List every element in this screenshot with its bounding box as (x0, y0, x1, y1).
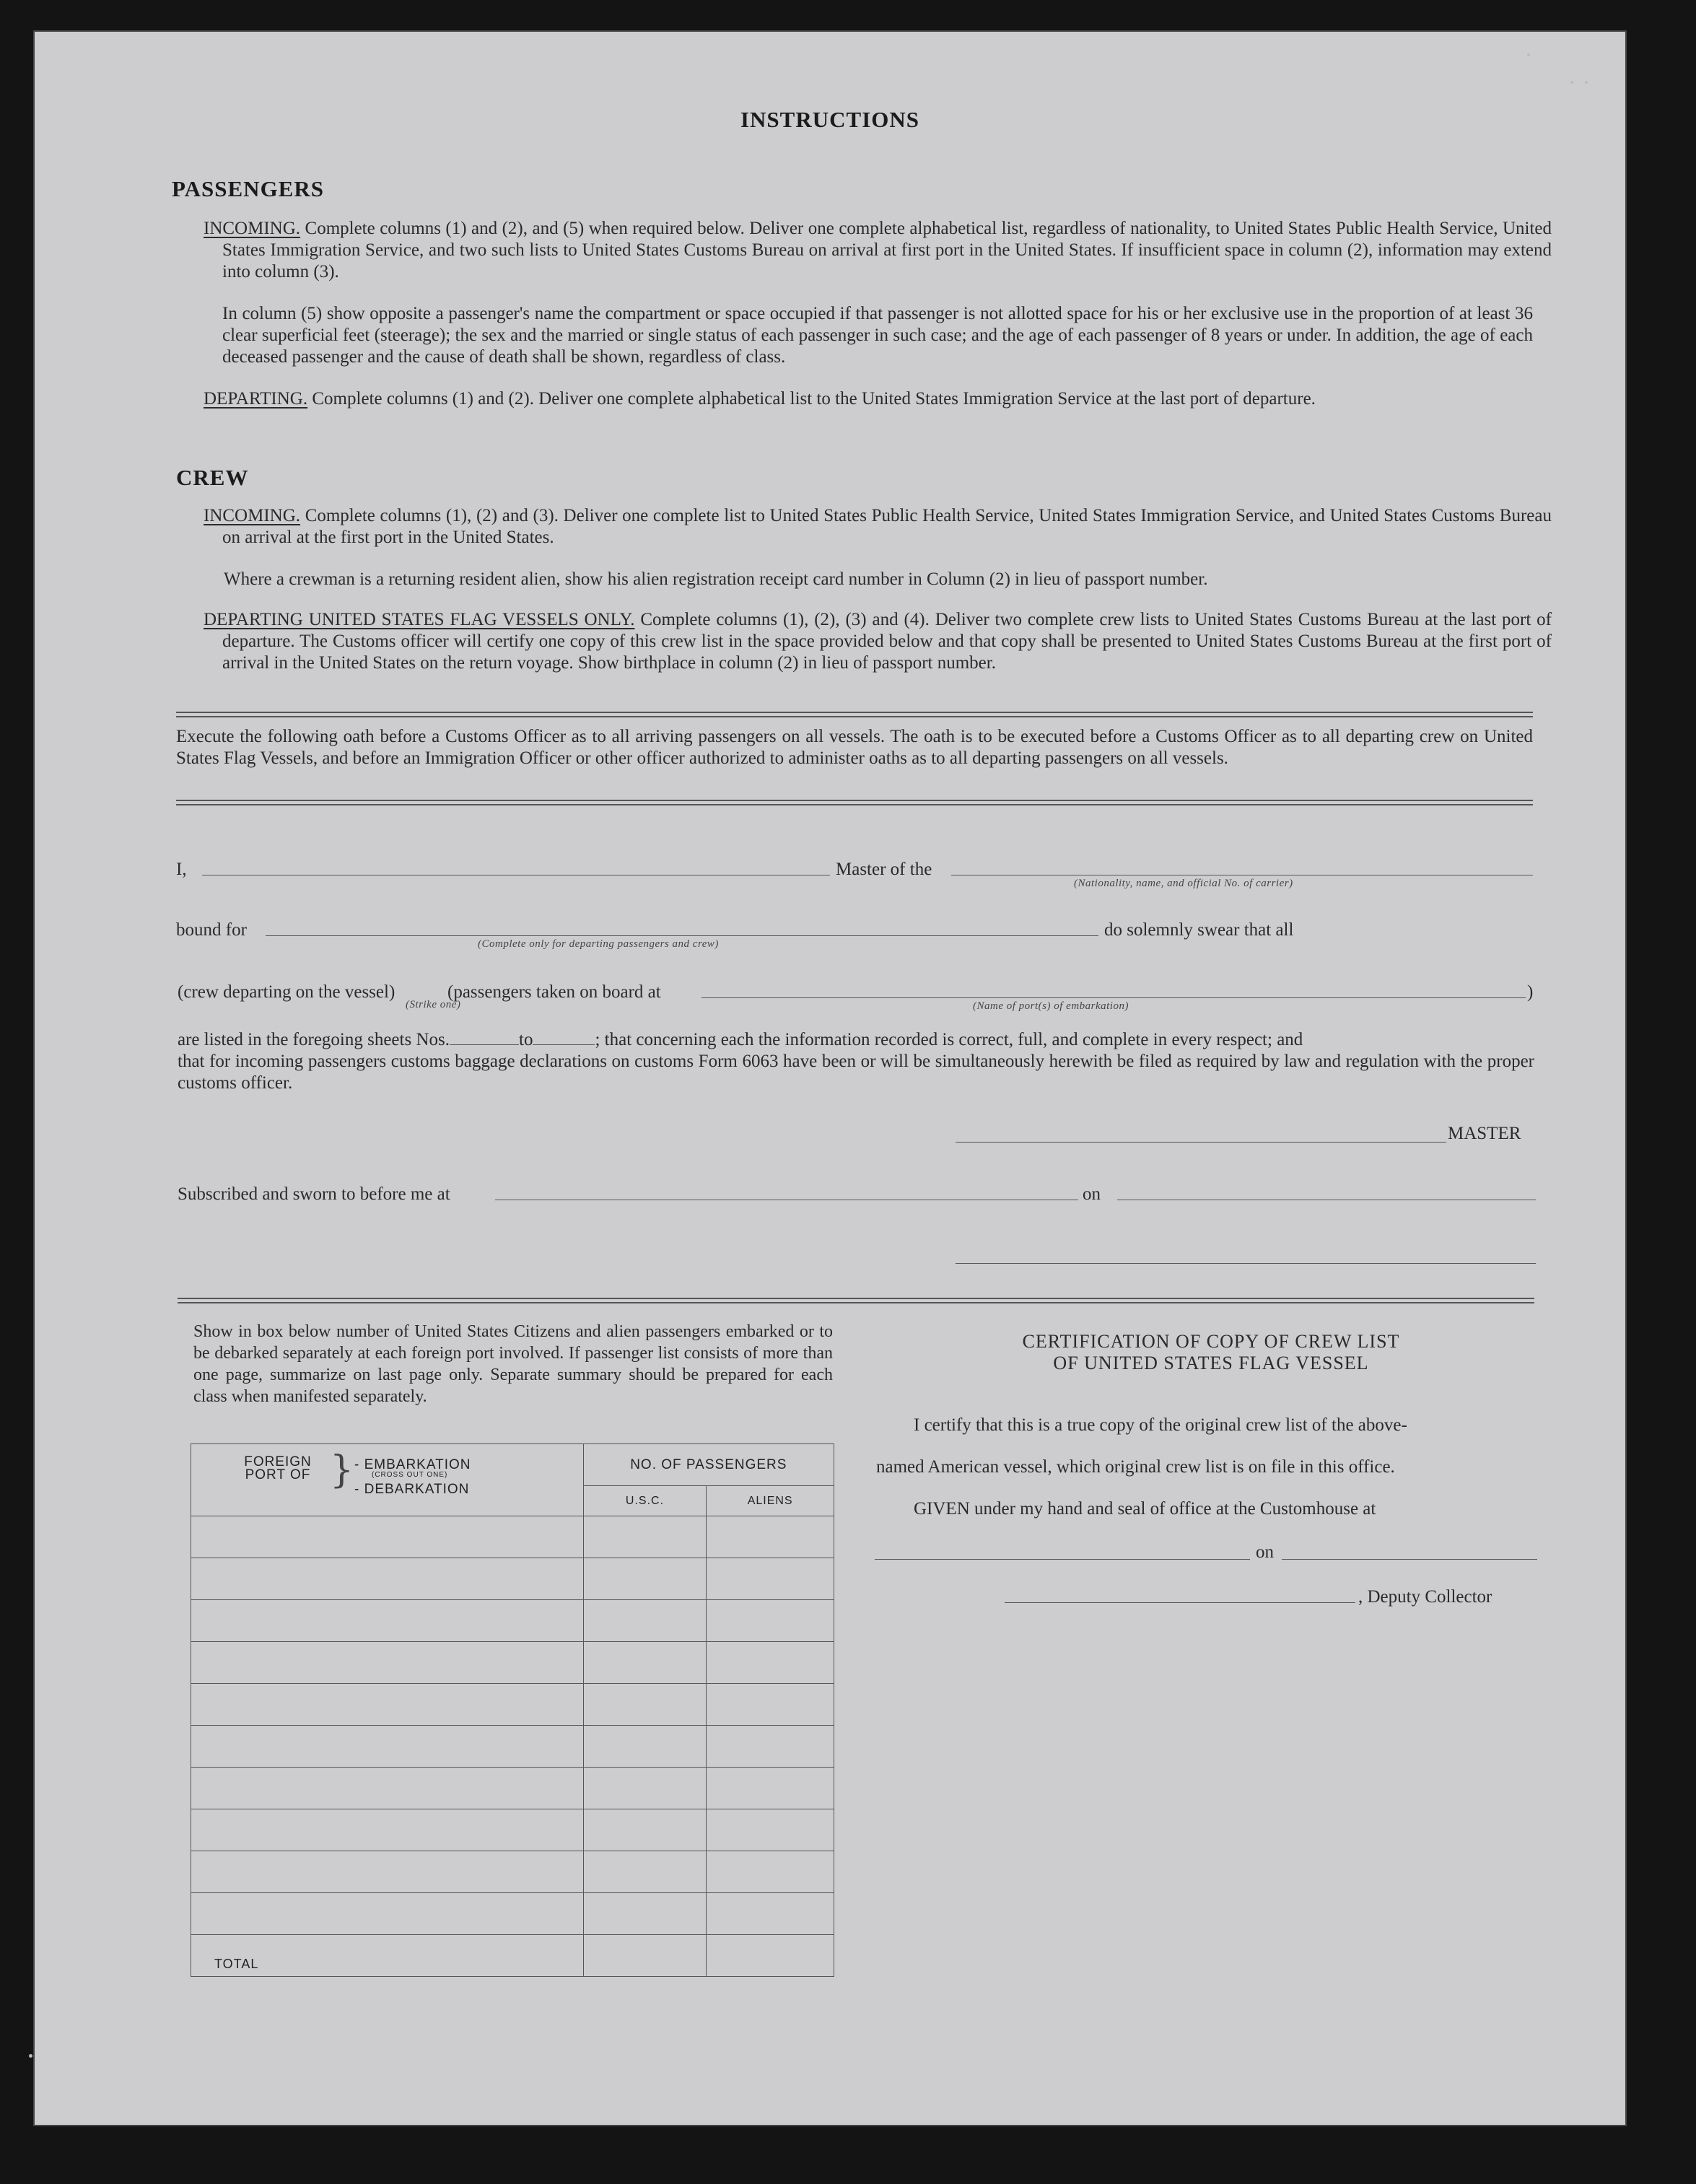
table-row (191, 1768, 834, 1809)
table-row (191, 1684, 834, 1726)
bound-for-label: bound for (176, 920, 247, 940)
aliens-cell[interactable] (707, 1809, 834, 1851)
aliens-cell[interactable] (707, 1768, 834, 1809)
page-title: INSTRUCTIONS (740, 107, 919, 132)
passengers-taken-option[interactable]: (passengers taken on board at (447, 982, 661, 1002)
passengers-incoming-paragraph (204, 218, 1552, 283)
table-row (191, 1642, 834, 1684)
usc-cell[interactable] (583, 1893, 707, 1935)
scan-speck (29, 2054, 32, 2058)
aliens-cell[interactable] (707, 1516, 834, 1558)
usc-cell[interactable] (583, 1726, 707, 1768)
usc-cell[interactable] (583, 1851, 707, 1893)
port-cell[interactable] (191, 1851, 584, 1893)
usc-cell[interactable] (583, 1768, 707, 1809)
listed-to: to (519, 1030, 533, 1049)
divider (176, 712, 1533, 717)
bound-for-field[interactable] (266, 935, 1098, 936)
aliens-cell[interactable] (707, 1600, 834, 1642)
on-label: on (1083, 1184, 1101, 1204)
aliens-header: ALIENS (707, 1486, 834, 1516)
brace-glyph: } (330, 1449, 354, 1492)
master-of-the-label: Master of the (836, 860, 932, 879)
table-row (191, 1516, 834, 1558)
summary-instruction: Show in box below number of United States Citizens and alien passengers embarked or to be debarked separately at each foreign port involved. If passenger list consists of more than one page, summarize on last page only. Separate summary should be prepared for each class when manifested separately. (193, 1322, 833, 1406)
crew-resident-paragraph: Where a crewman is a returning resident alien, show his alien registration receipt card number in Column (2) in lieu of passport number. (224, 569, 1208, 589)
aliens-total-cell[interactable] (707, 1935, 834, 1977)
crew-heading: CREW (176, 465, 249, 490)
aliens-cell[interactable] (707, 1893, 834, 1935)
listed-post: ; that concerning each the information recorded is correct, full, and complete in every respect; and (595, 1030, 1303, 1049)
divider (176, 800, 1533, 805)
port-cell[interactable] (191, 1809, 584, 1851)
no-passengers-header: NO. OF PASSENGERS (583, 1444, 834, 1486)
aliens-cell[interactable] (707, 1558, 834, 1600)
usc-cell[interactable] (583, 1684, 707, 1726)
divider (178, 1298, 1534, 1303)
aliens-cell[interactable] (707, 1642, 834, 1684)
certification-line3: GIVEN under my hand and seal of office at the Customhouse at (914, 1499, 1376, 1519)
crew-departing-lead: DEPARTING UNITED STATES FLAG VESSELS ONLY. (204, 610, 635, 629)
listed-pre: are listed in the foregoing sheets Nos. (178, 1030, 450, 1049)
crew-incoming-text: Complete columns (1), (2) and (3). Deliver one complete list to United States Public Health Service, United States Immigration Service, and United States Customs Bureau on arrival at the first port in the United States. (222, 506, 1552, 547)
certification-title-line1: CERTIFICATION OF COPY OF CREW LIST (1022, 1331, 1400, 1352)
usc-cell[interactable] (583, 1558, 707, 1600)
listed-line (178, 1029, 1303, 1051)
deputy-collector-label: , Deputy Collector (1358, 1587, 1492, 1607)
strike-one-caption: (Strike one) (406, 999, 461, 1010)
passengers-departing-paragraph (204, 388, 1552, 410)
scan-speck (1585, 81, 1588, 84)
embarkation-ports-field[interactable] (701, 997, 1526, 998)
total-row (191, 1935, 834, 1977)
usc-total-cell[interactable] (583, 1935, 707, 1977)
port-header (191, 1444, 584, 1516)
form-page (35, 32, 1625, 2125)
close-paren: ) (1527, 982, 1534, 1002)
crew-departing-option[interactable]: (crew departing on the vessel) (178, 982, 395, 1002)
aliens-cell[interactable] (707, 1684, 834, 1726)
port-cell[interactable] (191, 1642, 584, 1684)
usc-cell[interactable] (583, 1809, 707, 1851)
crew-incoming-paragraph (204, 505, 1552, 549)
customhouse-field[interactable] (875, 1559, 1250, 1560)
listed-rest: that for incoming passengers customs baggage declarations on customs Form 6063 have been or will be simultaneously herewith be filed as required by law and regulation with the proper customs officer. (178, 1052, 1534, 1093)
certification-on-label: on (1256, 1542, 1274, 1562)
scan-speck (1570, 81, 1573, 84)
total-label: TOTAL (191, 1935, 584, 1977)
passengers-column5-paragraph: In column (5) show opposite a passenger's name the compartment or space occupied if that passenger is not allotted space for his or her exclusive use in the proportion of at least 36 clear superficial feet (steerage); the sex and the married or single status of each passenger in such case; and the age of each passenger of 8 years or under. In addition, the age of each deceased passenger and the cause of death shall be shown, regardless of class. (222, 304, 1533, 367)
crew-departing-paragraph (204, 609, 1552, 674)
usc-cell[interactable] (583, 1600, 707, 1642)
carrier-caption: (Nationality, name, and official No. of carrier) (1074, 878, 1293, 889)
crew-incoming-lead: INCOMING. (204, 506, 301, 525)
passenger-summary-table (191, 1443, 834, 1977)
table-row (191, 1558, 834, 1600)
passengers-departing-lead: DEPARTING. (204, 389, 308, 409)
scan-speck (1527, 53, 1530, 56)
embarkation-label: - EMBARKATION (354, 1457, 471, 1472)
bound-for-caption: (Complete only for departing passengers and crew) (478, 938, 719, 950)
foreign-port-of-label: FOREIGN PORT OF (244, 1454, 312, 1482)
table-row (191, 1726, 834, 1768)
passengers-incoming-lead: INCOMING. (204, 219, 301, 238)
passengers-heading: PASSENGERS (172, 176, 324, 201)
crew-departing-text: Complete columns (1), (2), (3) and (4). Deliver two complete crew lists to United States Customs Bureau at the last port of departure. The Customs officer will certify one copy of this crew list in the space provided below and that copy shall be presented to United States Customs Bureau at the first port of arrival in the United States on the return voyage. Show birthplace in column (2) in lieu of passport number. (222, 610, 1552, 673)
deputy-signature-field[interactable] (1005, 1602, 1355, 1603)
passengers-incoming-text: Complete columns (1) and (2), and (5) when required below. Deliver one complete alphabetical list, regardless of nationality, to United States Public Health Service, United States Immigration Service, and two such lists to United States Customs Bureau on arrival at first port in the United States. If insufficient space in column (2), information may extend into column (3). (222, 219, 1552, 281)
sheet-from-field[interactable] (450, 1044, 519, 1045)
aliens-cell[interactable] (707, 1851, 834, 1893)
passengers-departing-text: Complete columns (1) and (2). Deliver one complete alphabetical list to the United States Immigration Service at the last port of departure. (312, 389, 1316, 409)
usc-cell[interactable] (583, 1642, 707, 1684)
embarkation-ports-caption: (Name of port(s) of embarkation) (973, 1000, 1129, 1012)
port-cell[interactable] (191, 1516, 584, 1558)
port-cell[interactable] (191, 1558, 584, 1600)
sheet-to-field[interactable] (533, 1044, 595, 1045)
debarkation-label: - DEBARKATION (354, 1482, 470, 1497)
port-cell[interactable] (191, 1893, 584, 1935)
cross-out-label: (CROSS OUT ONE) (372, 1471, 448, 1479)
port-cell[interactable] (191, 1684, 584, 1726)
aliens-cell[interactable] (707, 1726, 834, 1768)
officer-signature-field[interactable] (956, 1263, 1536, 1264)
table-row (191, 1600, 834, 1642)
port-cell[interactable] (191, 1600, 584, 1642)
usc-header: U.S.C. (583, 1486, 707, 1516)
oath-instruction: Execute the following oath before a Customs Officer as to all arriving passengers on all vessels. The oath is to be executed before a Customs Officer as to all departing crew on United States Flag Vessels, and before an Immigration Officer or other officer authorized to administer oaths as to all departing passengers on all vessels. (176, 727, 1533, 768)
certification-line2: named American vessel, which original crew list is on file in this office. (876, 1457, 1395, 1477)
certification-date-field[interactable] (1282, 1559, 1537, 1560)
certification-title-line2: OF UNITED STATES FLAG VESSEL (1053, 1353, 1369, 1373)
port-cell[interactable] (191, 1768, 584, 1809)
swear-label: do solemnly swear that all (1104, 920, 1294, 940)
oath-i-label: I, (176, 860, 187, 879)
port-cell[interactable] (191, 1726, 584, 1768)
master-signature-field[interactable] (956, 1142, 1446, 1143)
table-row (191, 1809, 834, 1851)
usc-cell[interactable] (583, 1516, 707, 1558)
subscribed-label: Subscribed and sworn to before me at (178, 1184, 450, 1204)
table-row (191, 1851, 834, 1893)
certification-line1: I certify that this is a true copy of the original crew list of the above- (914, 1415, 1407, 1435)
master-label: MASTER (1448, 1124, 1521, 1143)
table-row (191, 1893, 834, 1935)
